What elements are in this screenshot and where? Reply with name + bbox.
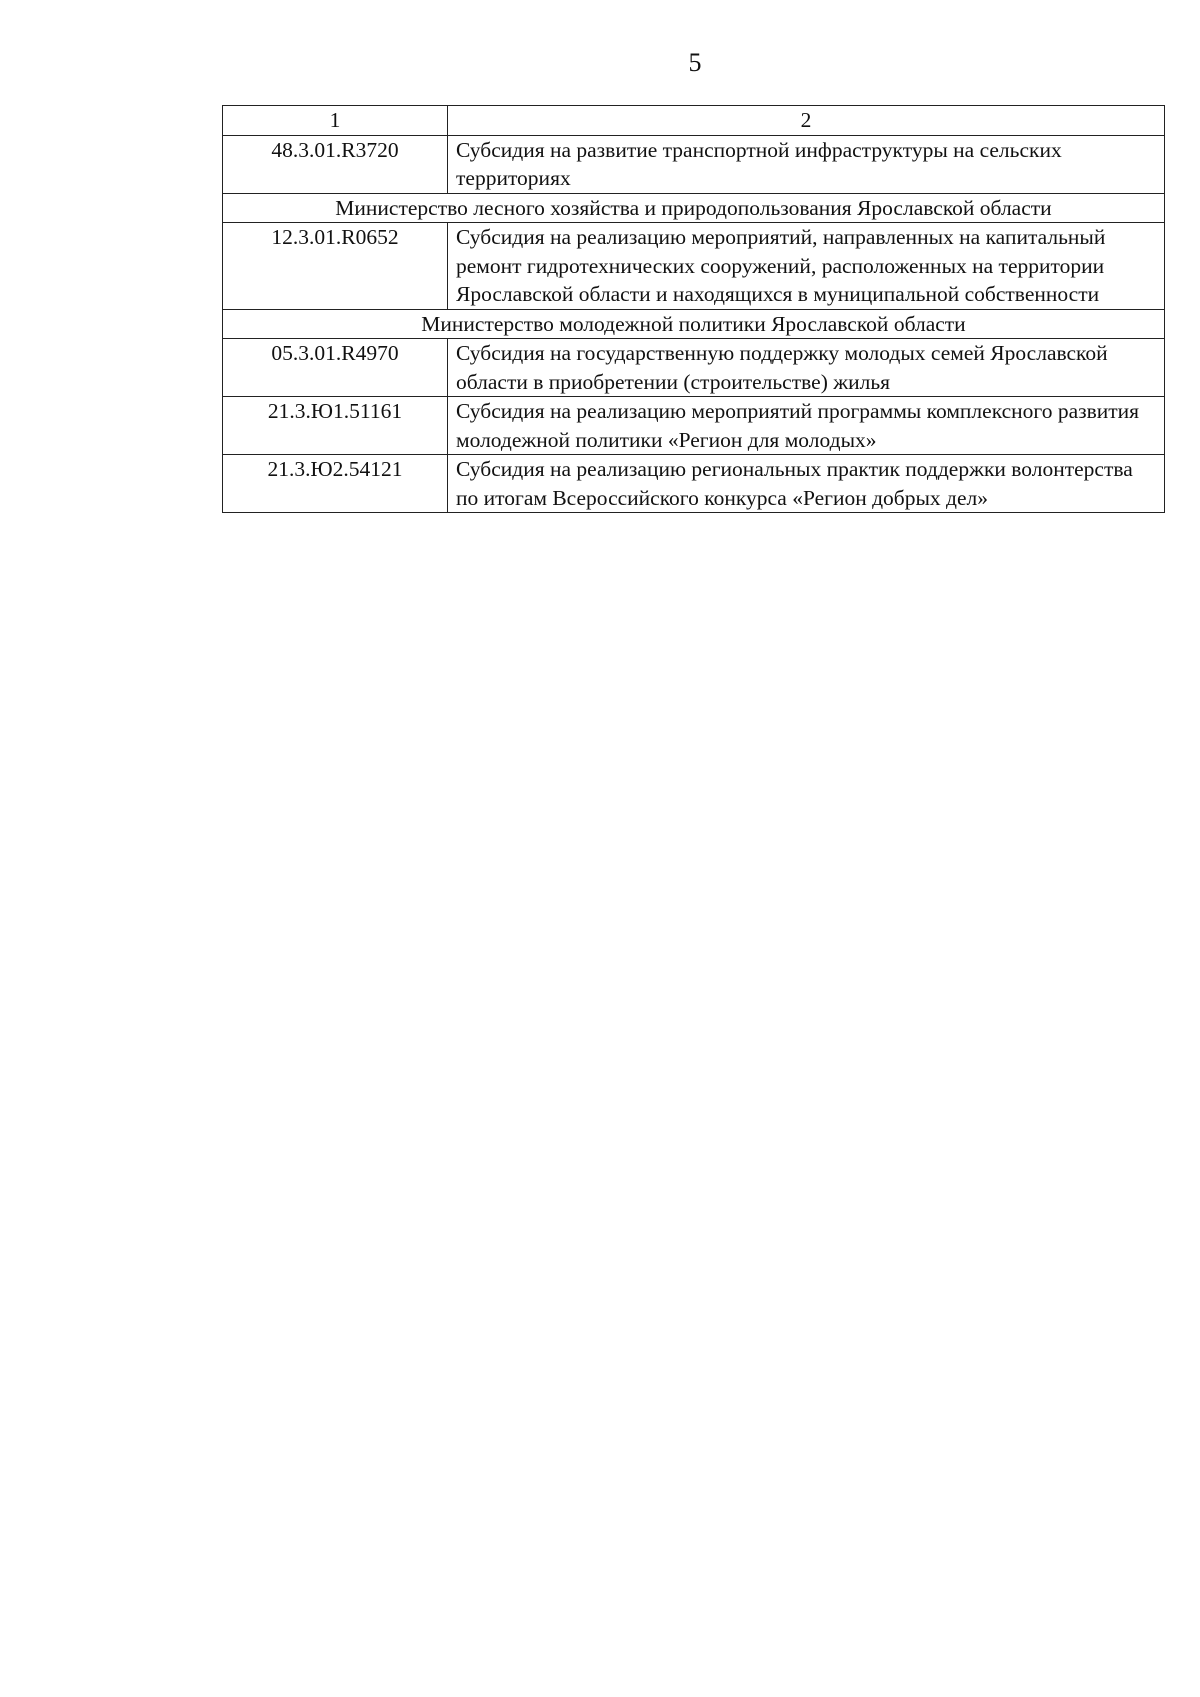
- table-row: [223, 223, 1165, 310]
- ministry-title: Министерство молодежной политики Ярославской области: [223, 309, 1165, 339]
- table-row: [223, 135, 1165, 193]
- table-row: [223, 339, 1165, 397]
- budget-code: 21.3.Ю2.54121: [223, 455, 448, 513]
- budget-code: 48.3.01.R3720: [223, 135, 448, 193]
- section-row: [223, 193, 1165, 223]
- section-row: [223, 309, 1165, 339]
- budget-code: 05.3.01.R4970: [223, 339, 448, 397]
- column-number-2: 2: [448, 106, 1165, 136]
- ministry-title: Министерство лесного хозяйства и природопользования Ярославской области: [223, 193, 1165, 223]
- subsidy-description: Субсидия на государственную поддержку молодых семей Ярославской области в приобретении (строительстве) жилья: [448, 339, 1165, 397]
- subsidy-table: [222, 105, 1165, 513]
- table-header-row: [223, 106, 1165, 136]
- subsidy-description: Субсидия на реализацию региональных практик поддержки волонтерства по итогам Всероссийского конкурса «Регион добрых дел»: [448, 455, 1165, 513]
- subsidy-description: Субсидия на развитие транспортной инфраструктуры на сельских территориях: [448, 135, 1165, 193]
- subsidy-description: Субсидия на реализацию мероприятий программы комплексного развития молодежной политики «Регион для молодых»: [448, 397, 1165, 455]
- column-number-1: 1: [223, 106, 448, 136]
- subsidy-description: Субсидия на реализацию мероприятий, направленных на капитальный ремонт гидротехнических сооружений, расположенных на территории Ярославской области и находящихся в муниципальной собственности: [448, 223, 1165, 310]
- page-number: 5: [688, 48, 702, 77]
- budget-code: 21.3.Ю1.51161: [223, 397, 448, 455]
- table-row: [223, 397, 1165, 455]
- budget-code: 12.3.01.R0652: [223, 223, 448, 310]
- table-row: [223, 455, 1165, 513]
